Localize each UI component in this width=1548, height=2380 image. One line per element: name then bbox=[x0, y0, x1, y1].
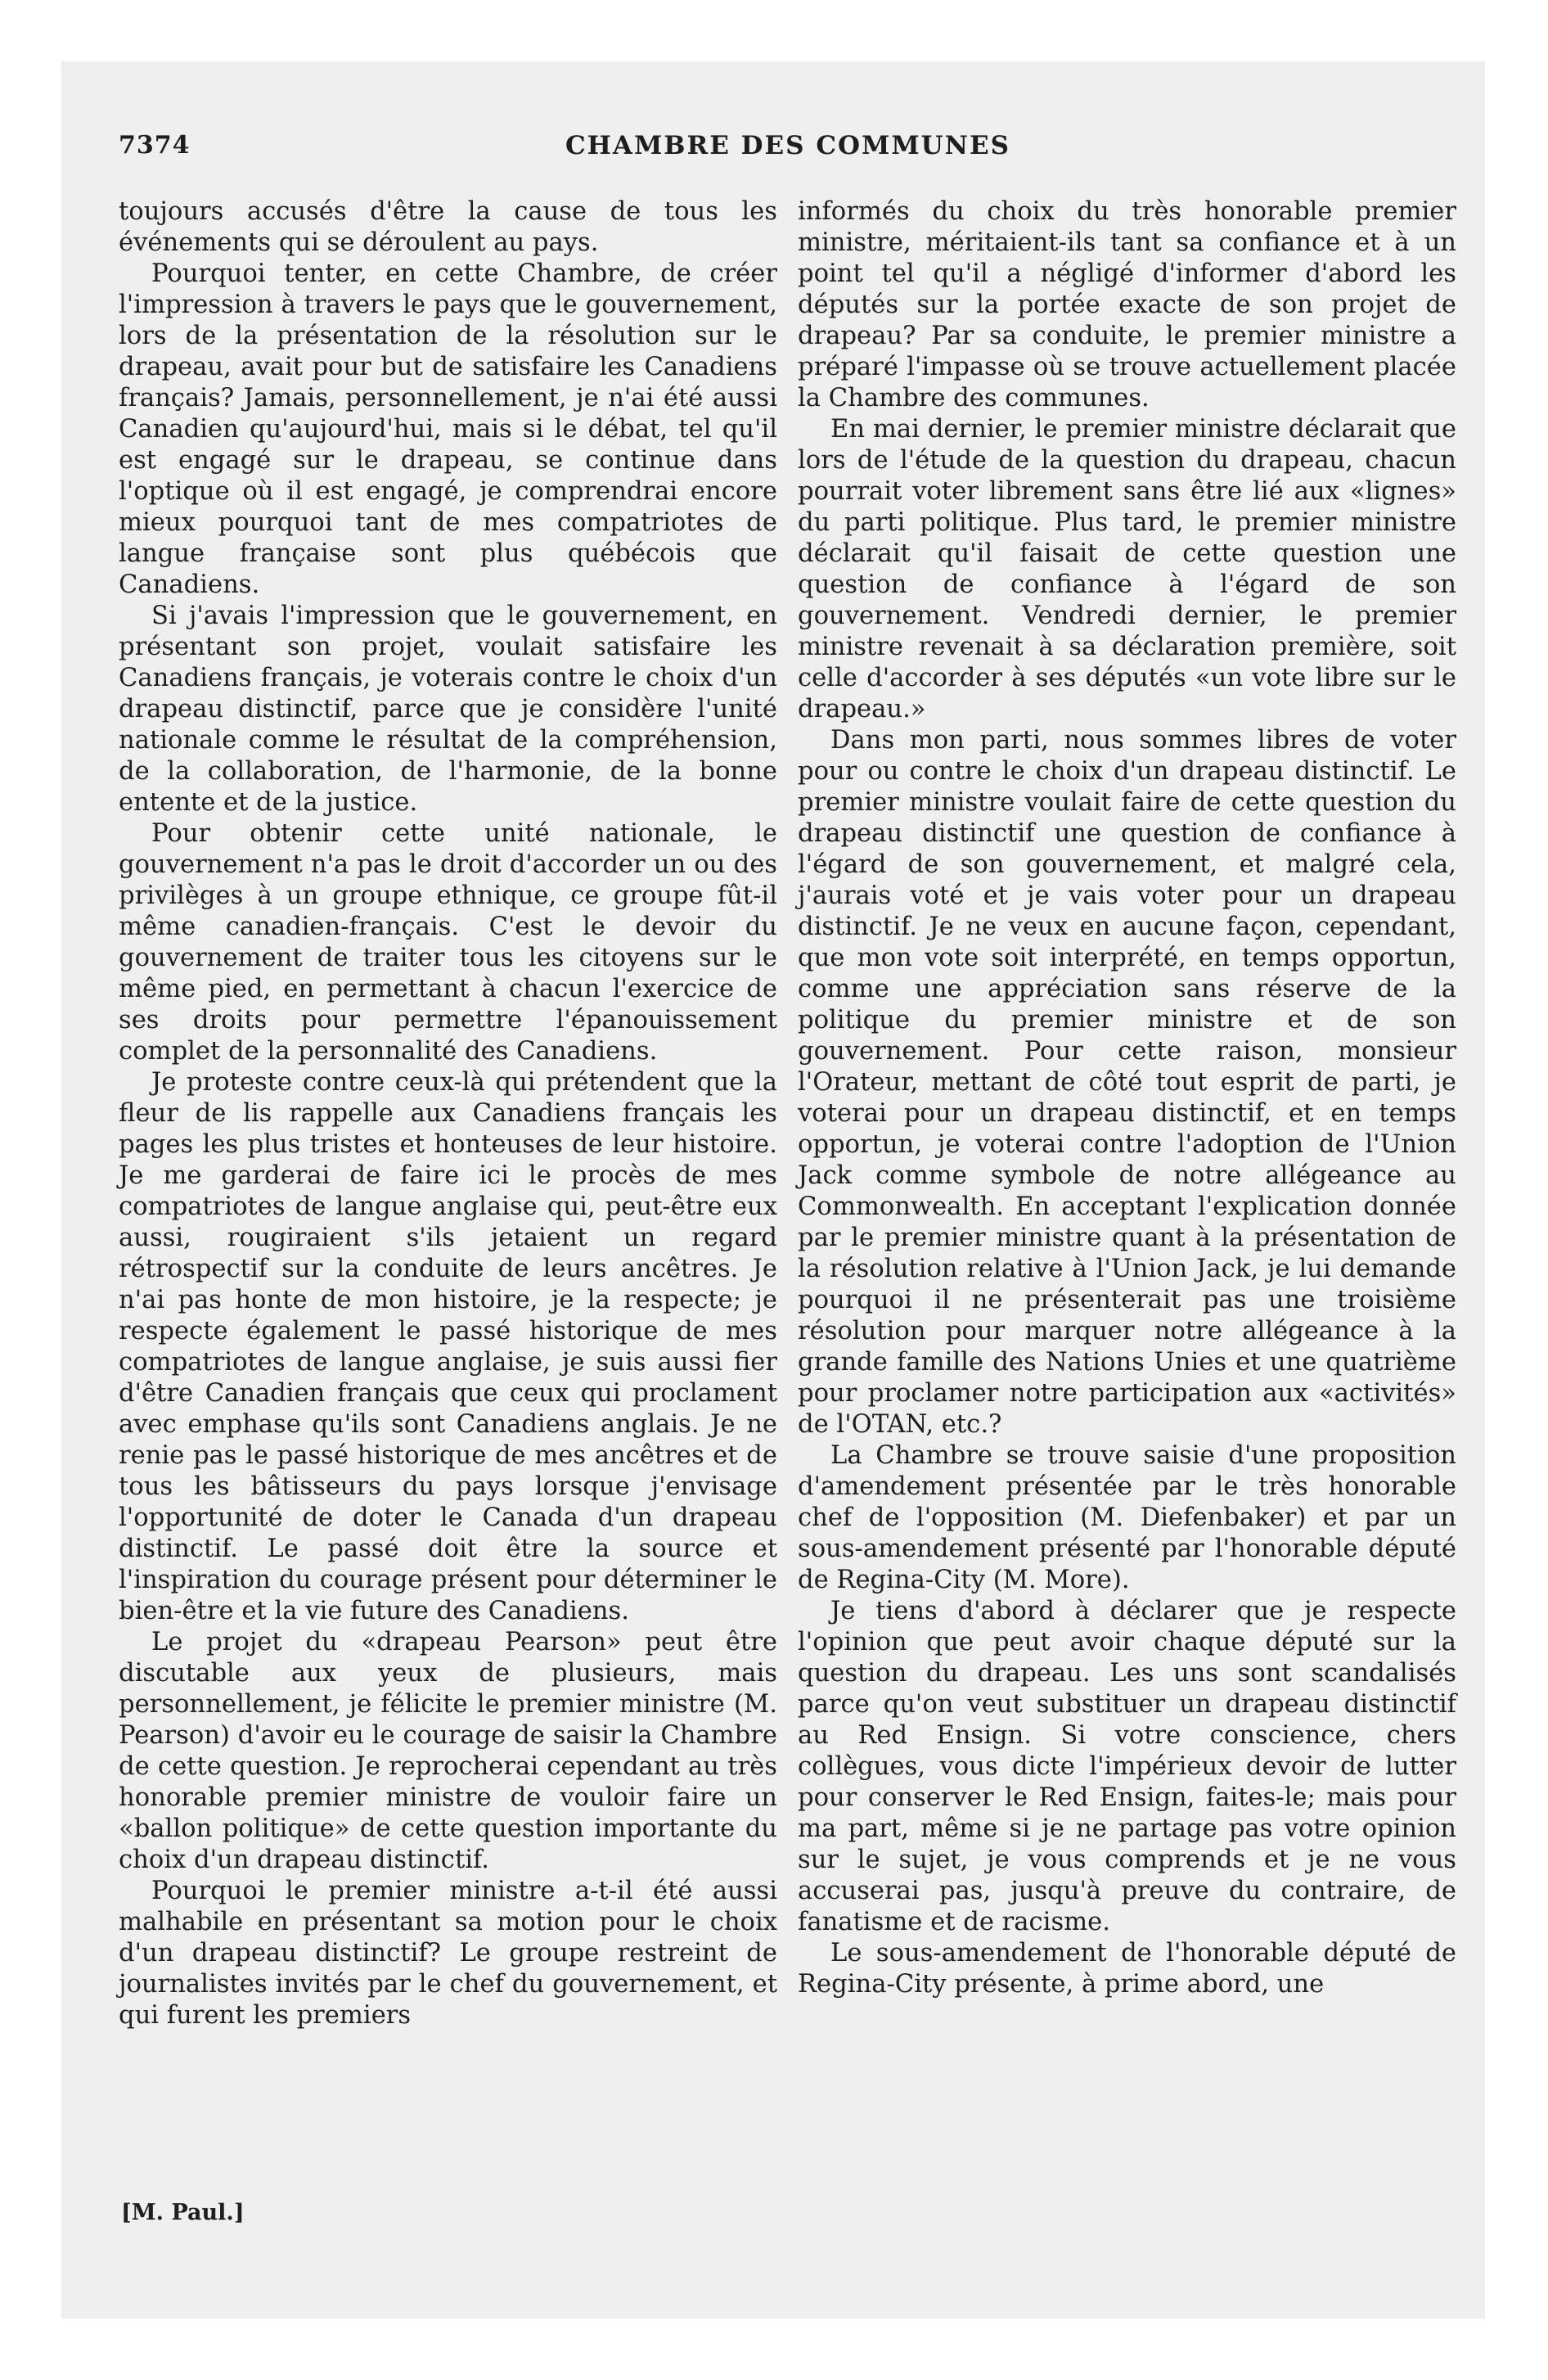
paragraph: informés du choix du très honorable premier ministre, méritaient-ils tant sa confiance et à un point tel qu'il a négligé d'informer d'abord les députés sur la portée exacte de son projet de drapeau? Par sa conduite, le premier ministre a préparé l'impasse où se trouve actuellement placée la Chambre des communes. bbox=[798, 197, 1456, 412]
paragraph: Pourquoi tenter, en cette Chambre, de créer l'impression à travers le pays que le gouvernement, lors de la présentation de la résolution sur le drapeau, avait pour but de satisfaire les Canadiens français? Jamais, personnellement, je n'ai été aussi Canadien qu'aujourd'hui, mais si le débat, tel qu'il est engagé sur le drapeau, se continue dans l'optique où il est engagé, je comprendrai encore mieux pourquoi tant de mes compatriotes de langue française sont plus québécois que Canadiens. bbox=[119, 259, 777, 599]
paragraph: Si j'avais l'impression que le gouvernement, en présentant son projet, voulait satisfaire les Canadiens français, je voterais contre le choix d'un drapeau distinctif, parce que je considère l'unité nationale comme le résultat de la compréhension, de la collaboration, de l'harmonie, de la bonne entente et de la justice. bbox=[119, 602, 777, 817]
paragraph: toujours accusés d'être la cause de tous les événements qui se déroulent au pays. bbox=[119, 197, 777, 257]
left-column bbox=[119, 196, 777, 2031]
paragraph: Dans mon parti, nous sommes libres de voter pour ou contre le choix d'un drapeau distinctif. Le premier ministre voulait faire de cette question du drapeau distinctif une question de confiance à l'égard de son gouvernement, et malgré cela, j'aurais voté et je vais voter pour un drapeau distinctif. Je ne veux en aucune façon, cependant, que mon vote soit interprété, en temps opportun, comme une appréciation sans réserve de la politique du premier ministre et de son gouvernement. Pour cette raison, monsieur l'Orateur, mettant de côté tout esprit de parti, je voterai pour un drapeau distinctif, et en temps opportun, je voterai contre l'adoption de l'Union Jack comme symbole de notre allégeance au Commonwealth. En acceptant l'explication donnée par le premier ministre quant à la présentation de la résolution relative à l'Union Jack, je lui demande pourquoi il ne présenterait pas une troisième résolution pour marquer notre allégeance à la grande famille des Nations Unies et une quatrième pour proclamer notre participation aux «activités» de l'OTAN, etc.? bbox=[798, 726, 1456, 1439]
page-header bbox=[119, 131, 1457, 172]
right-column bbox=[798, 196, 1456, 2000]
paragraph: Pourquoi le premier ministre a-t-il été aussi malhabile en présentant sa motion pour le choix d'un drapeau distinctif? Le groupe restreint de journalistes invités par le chef du gouvernement, et qui furent les premiers bbox=[119, 1877, 777, 2030]
paragraph: En mai dernier, le premier ministre déclarait que lors de l'étude de la question du drapeau, chacun pourrait voter librement sans être lié aux «lignes» du parti politique. Plus tard, le premier ministre déclarait qu'il faisait de cette question une question de confiance à l'égard de son gouvernement. Vendredi dernier, le premier ministre revenait à sa déclaration première, soit celle d'accorder à ses députés «un vote libre sur le drapeau.» bbox=[798, 415, 1456, 723]
paragraph: Je proteste contre ceux-là qui prétendent que la fleur de lis rappelle aux Canadiens français les pages les plus tristes et honteuses de leur histoire. Je me garderai de faire ici le procès de mes compatriotes de langue anglaise qui, peut-être eux aussi, rougiraient s'ils jetaient un regard rétrospectif sur la conduite de leurs ancêtres. Je n'ai pas honte de mon histoire, je la respecte; je respecte également le passé historique de mes compatriotes de langue anglaise, je suis aussi fier d'être Canadien français que ceux qui proclament avec emphase qu'ils sont Canadiens anglais. Je ne renie pas le passé historique de mes ancêtres et de tous les bâtisseurs du pays lorsque j'envisage l'opportunité de doter le Canada d'un drapeau distinctif. Le passé doit être la source et l'inspiration du courage présent pour déterminer le bien-être et la vie future des Canadiens. bbox=[119, 1068, 777, 1625]
page-number: 7374 bbox=[119, 131, 191, 160]
speaker-tag: [M. Paul.] bbox=[121, 2200, 245, 2225]
paragraph: Je tiens d'abord à déclarer que je respecte l'opinion que peut avoir chaque député sur la question du drapeau. Les uns sont scandalisés parce qu'on veut substituer un drapeau distinctif au Red Ensign. Si votre conscience, chers collègues, vous dicte l'impérieux devoir de lutter pour conserver le Red Ensign, faites-le; mais pour ma part, même si je ne partage pas votre opinion sur le sujet, je vous comprends et je ne vous accuserai pas, jusqu'à preuve du contraire, de fanatisme et de racisme. bbox=[798, 1597, 1456, 1936]
paragraph: Pour obtenir cette unité nationale, le gouvernement n'a pas le droit d'accorder un ou des privilèges à un groupe ethnique, ce groupe fût-il même canadien-français. C'est le devoir du gouvernement de traiter tous les citoyens sur le même pied, en permettant à chacun l'exercice de ses droits pour permettre l'épanouissement complet de la personnalité des Canadiens. bbox=[119, 819, 777, 1066]
paragraph: Le projet du «drapeau Pearson» peut être discutable aux yeux de plusieurs, mais personnellement, je félicite le premier ministre (M. Pearson) d'avoir eu le courage de saisir la Chambre de cette question. Je reprocherai cependant au très honorable premier ministre de vouloir faire un «ballon politique» de cette question importante du choix d'un drapeau distinctif. bbox=[119, 1628, 777, 1874]
paragraph: Le sous-amendement de l'honorable député de Regina-City présente, à prime abord, une bbox=[798, 1939, 1456, 1999]
paragraph: La Chambre se trouve saisie d'une proposition d'amendement présentée par le très honorable chef de l'opposition (M. Diefenbaker) et par un sous-amendement présenté par l'honorable député de Regina-City (M. More). bbox=[798, 1441, 1456, 1594]
running-head: CHAMBRE DES COMMUNES bbox=[565, 131, 1011, 160]
